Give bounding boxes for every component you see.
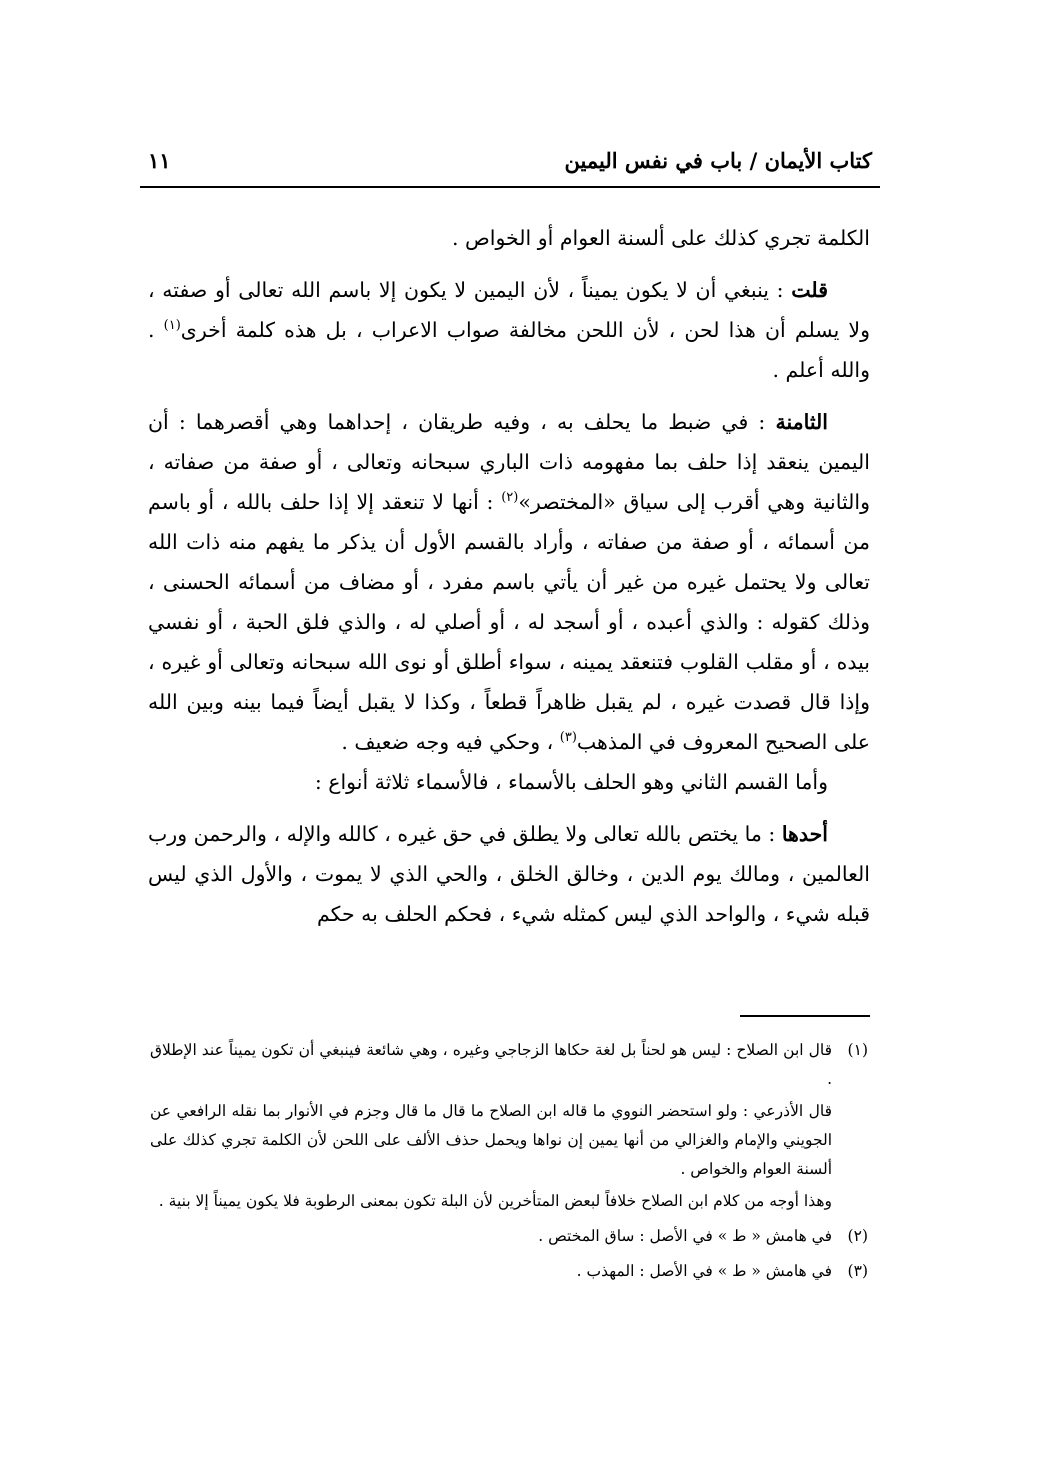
paragraph-2-tail: . والله أعلم . <box>148 318 870 382</box>
footnote-1-para-2: قال الأذرعي : ولو استحضر النووي ما قاله ابن الصلاح ما قال ما قال وجزم في الأنوار بما نقله الرافعي عن الجويني والإمام والغزالي من أنها يمين إن نواها ويحمل حذف الألف على اللحن لأن الكلمة تجري كذلك على ألسنة العوام والخواص . <box>150 1102 832 1178</box>
paragraph-3-text: : في ضبط ما يحلف به ، وفيه طريقان ، إحداهما وهي أقصرهما : أن اليمين ينعقد إذا حلف بما مفهومه ذات الباري سبحانه وتعالى ، أو صفة من صفاته ، والثانية وهي أقرب إلى سياق «المختصر» <box>148 410 870 514</box>
footnote-ref-1[interactable]: (١) <box>163 318 181 334</box>
paragraph-3-lead: الثامنة <box>775 410 828 434</box>
footnote-ref-2[interactable]: (٢) <box>501 490 519 506</box>
paragraph-3-tail: ، وحكي فيه وجه ضعيف . <box>341 730 560 754</box>
footnote-3-para-1: في هامش « ط » في الأصل : المهذب . <box>576 1262 832 1280</box>
footnote-3-number: (٣) <box>847 1262 868 1280</box>
footnote-2 <box>150 1222 868 1251</box>
paragraph-2-text: : ينبغي أن لا يكون يميناً ، لأن اليمين لا يكون إلا باسم الله تعالى أو صفته ، ولا يسلم أن هذا لحن ، لأن اللحن مخالفة صواب الاعراب ، بل هذه كلمة أخرى <box>148 278 870 342</box>
footnotes <box>150 1036 868 1292</box>
footnote-2-para-1: في هامش « ط » في الأصل : ساق المختص . <box>538 1227 832 1245</box>
paragraph-4: وأما القسم الثاني وهو الحلف بالأسماء ، فالأسماء ثلاثة أنواع : <box>314 770 828 794</box>
footnote-1-para-1: قال ابن الصلاح : ليس هو لحناً بل لغة حكاها الزجاجي وغيره ، وهي شائعة فينبغي أن تكون يميناً عند الإطلاق . <box>150 1041 832 1088</box>
footnote-ref-3[interactable]: (٣) <box>559 730 577 746</box>
page-number: ١١ <box>148 148 171 173</box>
paragraph-2-lead: قلت <box>791 278 828 302</box>
footnote-3 <box>150 1257 868 1286</box>
paragraph-3-text-2: : أنها لا تنعقد إلا إذا حلف بالله ، أو باسم من أسمائه ، أو صفة من صفاته ، وأراد بالقسم الأول أن يذكر ما يفهم منه ذات الله تعالى ولا يحتمل غيره من غير أن يأتي باسم مفرد ، أو مضاف من أسمائه الحسنى ، وذلك كقوله : والذي أعبده ، أو أسجد له ، أو أصلي له ، والذي فلق الحبة ، أو نفسي بيده ، أو مقلب القلوب فتنعقد يمينه ، سواء أطلق أو نوى الله سبحانه وتعالى أو غيره ، وإذا قال قصدت غيره ، لم يقبل ظاهراً قطعاً ، وكذا لا يقبل أيضاً فيما بينه وبين الله على الصحيح المعروف في المذهب <box>148 490 870 754</box>
main-text <box>148 218 870 946</box>
footnote-1-para-3: وهذا أوجه من كلام ابن الصلاح خلافاً لبعض المتأخرين لأن البلة تكون بمعنى الرطوبة فلا يكون يميناً إلا بنية . <box>158 1192 832 1210</box>
running-header <box>140 140 880 188</box>
footnote-2-number: (٢) <box>847 1227 868 1245</box>
paragraph-5-text: : ما يختص بالله تعالى ولا يطلق في حق غيره ، كالله والإله ، والرحمن ورب العالمين ، ومالك يوم الدين ، وخالق الخلق ، والحي الذي لا يموت ، والأول الذي ليس قبله شيء ، والواحد الذي ليس كمثله شيء ، فحكم الحلف به حكم <box>148 822 870 926</box>
running-title: كتاب الأيمان / باب في نفس اليمين <box>564 148 872 173</box>
paragraph-1: الكلمة تجري كذلك على ألسنة العوام أو الخواص . <box>451 226 870 250</box>
footnote-separator <box>740 1015 870 1017</box>
paragraph-3 <box>148 402 870 762</box>
paragraph-5 <box>148 814 870 934</box>
footnote-1-number: (١) <box>847 1041 868 1059</box>
paragraph-2 <box>148 270 870 390</box>
paragraph-5-lead: أحدها <box>781 822 828 846</box>
footnote-1 <box>150 1036 868 1216</box>
